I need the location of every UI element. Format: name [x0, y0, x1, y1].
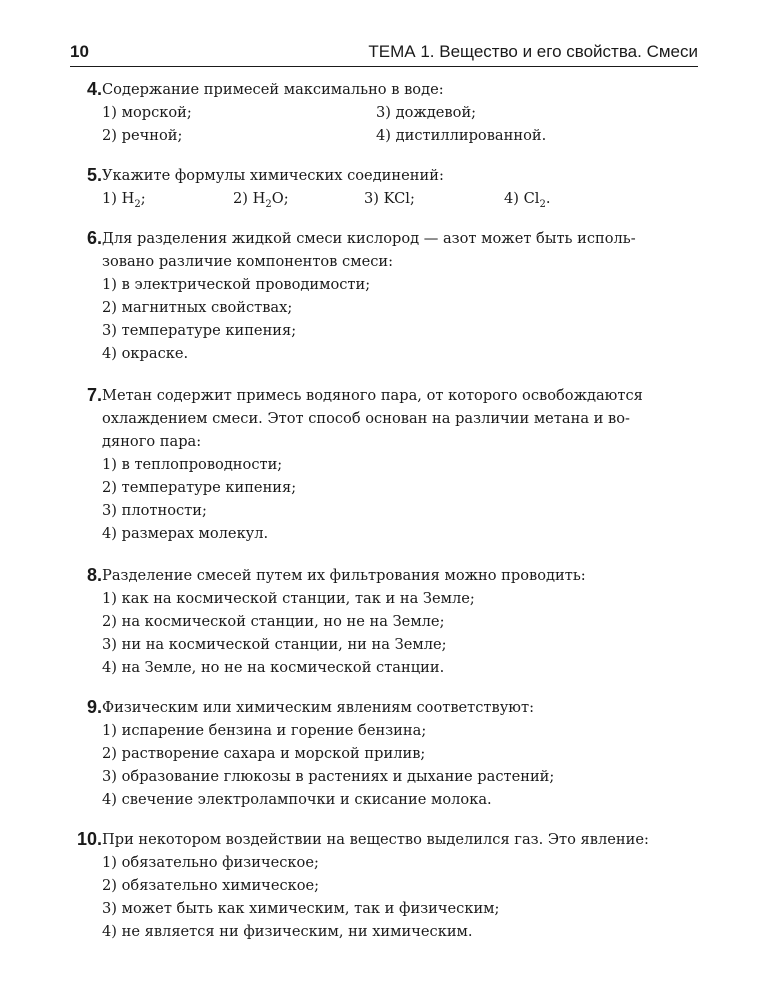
answer-option-formula	[102, 187, 233, 210]
question-7	[70, 384, 700, 545]
answer-option: 4) свечение электролампочки и скисание молока.	[102, 791, 492, 808]
question-number: 4.	[86, 79, 102, 99]
question-number: 7.	[86, 385, 102, 405]
answer-option: 3) образование глюкозы в растениях и дыхание растений;	[102, 768, 555, 785]
question-8	[70, 564, 700, 679]
answer-options	[102, 187, 700, 210]
question-number: 10.	[76, 829, 102, 849]
formula-suffix: ;	[140, 190, 146, 207]
answer-option: 2) растворение сахара и морской прилив;	[102, 745, 426, 762]
question-text	[102, 828, 700, 851]
answer-option: 4) размерах молекул.	[102, 525, 269, 542]
question-text	[102, 564, 700, 587]
question-text-line: Разделение смесей путем их фильтрования можно проводить:	[102, 567, 586, 584]
answer-option: 4) окраске.	[102, 345, 189, 362]
answer-option: 4) дистиллированной.	[376, 127, 547, 144]
question-text-line: Для разделения жидкой смеси кислород — азот может быть исполь-	[102, 230, 636, 247]
answer-option: 3) дождевой;	[376, 104, 477, 121]
header-rule	[70, 66, 698, 67]
question-text-line: Метан содержит примесь водяного пара, от которого освобождаются	[102, 387, 643, 404]
answer-option: 2) на космической станции, но не на Земле;	[102, 613, 445, 630]
answer-option-formula	[364, 187, 504, 210]
question-text-line: Укажите формулы химических соединений:	[102, 167, 444, 184]
formula-subscript: 2	[265, 198, 272, 210]
answer-option: 4) не является ни физическим, ни химическим.	[102, 923, 473, 940]
answer-option: 3) может быть как химическим, так и физическим;	[102, 900, 500, 917]
answer-option-formula	[504, 187, 614, 210]
answer-option: 1) морской;	[102, 104, 192, 121]
formula-subscript: 2	[134, 198, 141, 210]
question-text	[102, 696, 700, 719]
answer-option: 4) на Земле, но не на космической станции.	[102, 659, 445, 676]
answer-options	[102, 273, 700, 365]
question-10	[70, 828, 700, 943]
page-number: 10	[70, 42, 89, 61]
question-text	[102, 384, 700, 453]
question-text-line: зовано различие компонентов смеси:	[102, 253, 394, 270]
answer-options	[102, 851, 700, 943]
formula-suffix: .	[545, 190, 551, 207]
formula-prefix: 4) Cl	[504, 190, 540, 207]
answer-option: 2) обязательно химическое;	[102, 877, 320, 894]
question-text-line: При некотором воздействии на вещество выделился газ. Это явление:	[102, 831, 649, 848]
answer-option: 3) плотности;	[102, 502, 207, 519]
question-number: 9.	[86, 697, 102, 717]
formula-subscript: 2	[539, 198, 546, 210]
answer-option: 1) испарение бензина и горение бензина;	[102, 722, 427, 739]
question-text-line: охлаждением смеси. Этот способ основан на различии метана и во-	[102, 410, 630, 427]
answer-options	[102, 101, 700, 147]
answer-option: 3) ни на космической станции, ни на Земле;	[102, 636, 447, 653]
question-text	[102, 164, 700, 187]
answer-options	[102, 453, 700, 545]
answer-option: 1) как на космической станции, так и на Земле;	[102, 590, 475, 607]
answer-option: 2) речной;	[102, 127, 183, 144]
formula-prefix: 2) H	[233, 190, 266, 207]
question-text	[102, 227, 700, 273]
question-text-line: дяного пара:	[102, 433, 202, 450]
question-5	[70, 164, 700, 210]
answer-option: 3) температуре кипения;	[102, 322, 297, 339]
question-text-line: Содержание примесей максимально в воде:	[102, 81, 444, 98]
formula-suffix: O;	[271, 190, 289, 207]
question-4	[70, 78, 700, 147]
formula-prefix: 3) KCl;	[364, 190, 415, 207]
answer-option: 1) в теплопроводности;	[102, 456, 283, 473]
question-text	[102, 78, 700, 101]
formula-prefix: 1) H	[102, 190, 135, 207]
question-6	[70, 227, 700, 365]
question-number: 6.	[86, 228, 102, 248]
answer-option: 2) магнитных свойствах;	[102, 299, 293, 316]
question-9	[70, 696, 700, 811]
answer-options	[102, 587, 700, 679]
answer-option: 1) в электрической проводимости;	[102, 276, 371, 293]
answer-option: 1) обязательно физическое;	[102, 854, 319, 871]
question-number: 5.	[86, 165, 102, 185]
page-header	[70, 42, 698, 66]
running-title: ТЕМА 1. Вещество и его свойства. Смеси	[368, 42, 698, 61]
question-number: 8.	[86, 565, 102, 585]
answer-option-formula	[233, 187, 364, 210]
answer-option: 2) температуре кипения;	[102, 479, 297, 496]
answer-options	[102, 719, 700, 811]
question-text-line: Физическим или химическим явлениям соответствуют:	[102, 699, 534, 716]
